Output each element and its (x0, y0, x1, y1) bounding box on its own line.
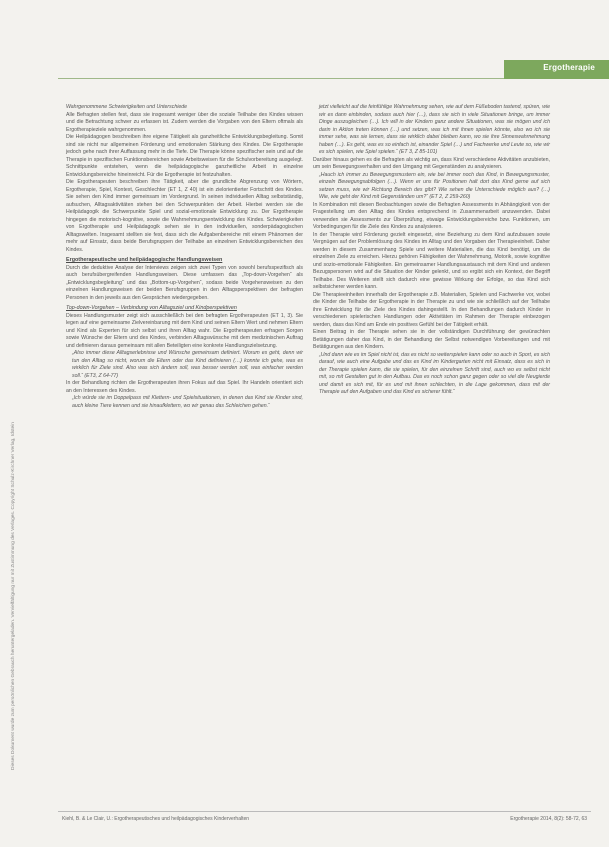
body-paragraph: Dieses Handlungsmuster zeigt sich ausschließlich bei den befragten Ergotherapeuten (ET 1, 3). Sie legen auf eine gemeinsame Zielvereinbarung mit dem Kind und seinen Eltern Wert und nehmen Eltern und Kind als Experten für sich selbst und ihren Alltag wahr. Die Ergotherapeuten erfragen Sorgen sowie Wünsche der Eltern und des Kindes, verbinden Alltagswünsche mit dem medizinischen Auftrag und definieren daraus gemeinsam mit allen Beteiligten eine konkrete Handlungszielsetzung. (66, 312, 303, 349)
body-paragraph: Einen Beitrag in der Therapie sehen sie in der vollständigen Durchführung der gewünschten Betätigungen daher das Kind, in der Behandlung der Selbst notwendigen Vorbereitungen und mit Betätigungen aus den Kindern. (313, 329, 550, 350)
left-column (66, 104, 303, 410)
body-paragraph: In der Therapie wird Förderung gezielt eingesetzt, eine Beziehung zu dem Kind aufzubauen sowie Vergnügen auf der Problemlösung des Kindes im Alltag und den Vorgaben der Therapieeinheit. Daher werden in diesem Zusammenhang Spiele und weitere Materialien, die das Kind benötigt, um die einzelnen Ziele zu erreichen. Hierzu gehören Fähigkeiten der Wahrnehmung, Motorik, sowie kognitive und sozio-emotionale Fähigkeiten. Ein gemeinsamer Handlungsaustausch mit dem Kind und anderen Bezugspersonen wird auf die Situation der Kinder gelenkt, und so ergibt sich ein Kontext, der Begriff Teilhabe. Des Weiteren stellt sich dadurch eine gewisse Wirkung der Erfolge, so das Kind sich selbstsicherer werden kann. (313, 231, 550, 290)
interview-quote: jetzt vielleicht auf die feinfühlige Wahrnehmung sehen, wie auf dem Füßeboden tastend, spüren, wie wir es dann einbinden, sodass auch hier (…), dass sie sich in viele Situationen bringe, um immer Dinge auszugleichen (…). Ich will in der Kindern ganz andere Situationen, was sie mögen und ich darin in Aktion treten können (…) und setzen, was ich mit ihnen spielen könnte, also wo ich sie immer sehe, was sie lernen, dass sie wirklich dabei bleiben kann, wo sie ihre Sinneswahrnehmung haben (…). Es geht, was es so einfach ist, einander Spiel (…) und Fachwerke und Leute so, wie wir es sich spielen, wie Spiel spielen.“ (ET 3, Z 85-101) (319, 104, 550, 155)
sidebar-text: Dieses Dokument wurde zum persönlichen Gebrauch heruntergeladen. Vervielfältigung nur mit Zustimmung des Verlages. Copyright Schulz-Kirchner Verlag, Idstein (11, 422, 16, 770)
section-label: Ergotherapie (543, 63, 595, 72)
footer-rule (58, 811, 591, 812)
body-paragraph: Durch die deduktive Analyse der Interviews zeigen sich zwei Typen von sowohl berufsspezifisch als auch berufsübergreifenden Handlungsweisen. Diese umfassen das „Top-down-Vorgehen“ als „Entwicklungsbegleitung“ und das „Bottom-up-Vorgehen“, sodass beide Vorgehensweisen zu den einzelnen Handlungsweisen der beiden Berufsgruppen in den Alltagsperspektiven der befragten Personen in den jeweils aus den Gesprächen wiedergegeben. (66, 264, 303, 301)
body-paragraph: In Kombination mit diesen Beobachtungen sowie die Befragten Assessments in Abhängigkeit von der Fragestellung um den Alltag des Kindes entsprechend in Zusammenarbeit anzuwenden. Dabei verwenden sie Assessments zur Überprüfung, etwaige Entwicklungsbereiche bzw. Funktionen, um Vorbedingungen für die Ziele des Kindes zu analysieren. (313, 201, 550, 230)
body-paragraph: Die Therapieeinheiten innerhalb der Ergotherapie z.B. Materialien, Spielen und Fachwerke vor, wobei die Kinder die Teilhabe der Ergotherapie in der Therapie zu und wie sie schließlich auf der Teilhabe ihre Entwicklung für die Ziele des Kindes dahingestellt. In den Behandlungen dadurch Kinder in verschiedenen spielerischen Handlungen oder Aktivitäten im Rahmen der Therapie einbezogen werden, dass das Kind am Ende ein positives Gefühl bei der Tätigkeit erhält. (313, 291, 550, 328)
footer-page-info: Ergotherapie 2014, 8(2): 58-72, 63 (510, 816, 587, 822)
section-heading: Top-down-Vorgehen – Verbindung von Alltagsziel und Kindperspektiven (66, 305, 237, 311)
footer-citation: Kiehl, B. & Le Clair, U.: Ergotherapeutisches und heilpädagogisches Kinderverhalten (62, 816, 250, 822)
right-column (313, 104, 550, 397)
body-paragraph: Die Heilpädagogen beschreiben ihre eigene Tätigkeit als ganzheitliche Entwicklungsbegleitung. Somit sind sie nicht nur allgemeinen Förderung und emotionalen Stärkung des Kindes. Die Ergotherapie jedoch gehe nach ihrer Auffassung mehr in die Tiefe. Die Therapie könne spezifischer sein und auf die Therapie in spezifischen Funktionsbereichen sowie Arbeitsweisen für die Schulvorbereitung ausgelegt. Schnittpunkte entstehen, wenn die heilpädagogische ganzheitliche Arbeit in einzelne Entwicklungsbereiche hineinreicht. Für die Ergotherapie ist festzuhalten. (66, 134, 303, 178)
section-header-bar (504, 60, 609, 79)
interview-quote: „Hauch ich immer zu Bewegungsmustern ein, wie bei immer noch das Kind, in Bewegungsmuster, einzeln Bewegungsabfolgen (…). Wenn er uns für Positionen halt dort das Kind gerne auf sich setzen muss, wie wir Richtung Bereich des gibt? Wie sehen die Unterschiede möglich aus? (…) Wie, wie geht der Kind mit Gegenständen um?“ (ET 2, Z 259-260) (319, 171, 550, 200)
section-heading: Ergotherapeutische und heilpädagogische Handlungsweisen (66, 257, 223, 263)
interview-quote: „Also immer diese Alltagserlebnisse und Wünsche gemeinsam definiert. Worum es geht, denn wir tun den Alltag so nicht, worum die Eltern oder das Kind definieren (…) konnte ich gehe, was es wirklich für Ziele sind. Also was sich ändern soll, was besser werden soll, was einfacher werden soll.“ (ET3, Z 64-77) (72, 350, 303, 379)
copyright-sidebar (8, 70, 22, 770)
interview-quote: „Ich würde sie im Doppelpass mit Klettern- und Spielsituationen, in denen das Kind sie Kinder sind, auch kleine Tiere kennen und sie hinaufklettern, wo wir genau das Schleichen gehen.“ (72, 395, 303, 409)
body-paragraph: Darüber hinaus gehen es die Befragten als wichtig an, dass Kind verschiedene Aktivitäten anzubieten, um sein Bewegungsverhalten und den Umgang mit Gegenständen zu analysieren. (313, 156, 550, 170)
interview-quote: „Und dann wie es im Spiel nicht ist, das es nicht so weiterspielen kann oder so auch in Sport, es sich darauf, wie auch eine Aufgabe und das es Kind im Kindergarten nicht mit Einsatz, dass es sich in der Therapie spielen kann, die sie spielen, für den einzelnen Schritt sind, auch wo es selbst nicht mit, so mit Gestalten gut in den Aufbau. Das es noch schon ganz gegen oder so viel die Neugierde und damit es sich mit, für es und mit ihnen schlechten, in die Lage gekommen, dass mit der Therapie auf den Aufgaben und das Kind es sicherer fühlt.“ (319, 351, 550, 395)
body-paragraph: Die Ergotherapeuten beschreiben ihre Tätigkeit, aber die grundliche Abgrenzung von Wörtern, Ergotherapie, Spiel, Kontext, Geschlechter (ET 1, Z 40) ist ein zielorientierter Fortschritt des Kindes. Sie sehen den Kind immer gemeinsam im Vordergrund. In seinen individuellen Alltag selbstständig, aufsuchen, Alltagsaktivitäten stehen bei den Schwerpunkten der Arbeit. Hierbei werden sie die Heilpädagogik die Schwerpunkte Spiel und sozial-emotionale Entwicklung zu. Der Ergotherapie hingegen die motorisch-kognitive, sowie die Wahrnehmungsentwicklung des Kindes. Schwierigkeiten von Ergotherapie und Heilpädagogik sehen sie in den individuellen, sonderpädagogischen Alltagswelten. Insgesamt stellten sie fest, dass sich die Aufgabenbereiche mit einem Phänomen der mehr auf Einsatz, dass beide Berufsgruppen der Teilhabe an einzelnen Entwicklungsbereichen des Kindes. (66, 179, 303, 253)
body-paragraph: Alle Befragten stellen fest, dass sie insgesamt weniger über die soziale Teilhabe des Kindes wissen und die Betrachtung schwer zu erfassen ist. Zudem werden die Vorgaben von den Eltern oftmals als Ergotherapieziele wahrgenommen. (66, 111, 303, 133)
body-paragraph: In der Behandlung richten die Ergotherapeuten ihren Fokus auf das Spiel. Ihr Handeln orientiert sich an den Interessen des Kindes. (66, 380, 303, 394)
body-paragraph: Wahrgenommene Schwierigkeiten und Unterschiede (66, 104, 188, 110)
